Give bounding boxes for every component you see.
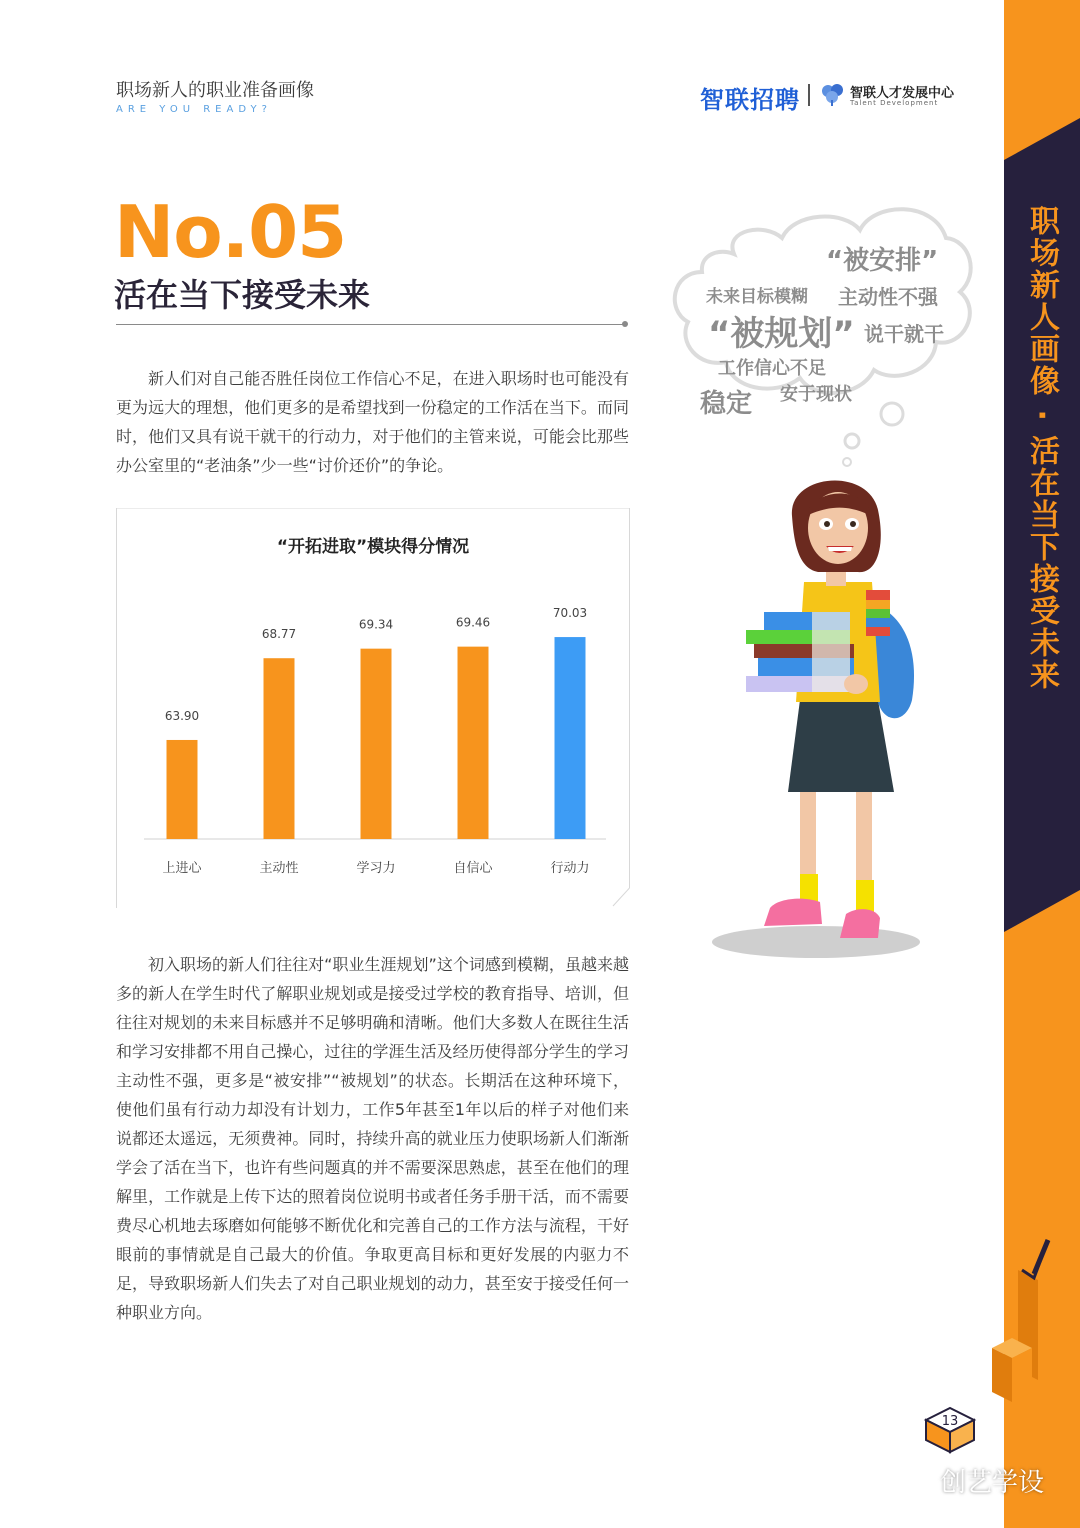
body-paragraph: 初入职场的新人们往往对“职业生涯规划”这个词感到模糊，虽越来越多的新人在学生时代了解职业规划或是接受过学校的教育指导、培训，但往往对规划的未来目标感并不足够明确和清晰。他们大多数人在既往生活和学习安排都不用自己操心，过往的学涯生活及经历使得部分学生的学习主动性不强，更多是“被安排”“被规划”的状态。长期活在这种环境下，使他们虽有行动力却没有计划力，工作5年甚至1年以后的样子对他们来说都还太遥远，无须费神。同时，持续升高的就业压力使职场新人们渐渐学会了活在当下，也许有些问题真的并不需要深思熟虑，甚至在他们的理解里，工作就是上传下达的照着岗位说明书或者任务手册干活，而不需要费尽心机地去琢磨如何能够不断优化和完善自己的工作方法与流程，干好眼前的事情就是自己最大的价值。争取更高目标和更好发展的内驱力不足，导致职场新人们失去了对自己职业规划的动力，甚至安于接受任何一种职业方向。 (116, 955, 629, 1322)
intro-paragraph: 新人们对自己能否胜任岗位工作信心不足，在进入职场时也可能没有更为远大的理想，他们更多的是希望找到一份稳定的工作活在当下。而同时，他们又具有说干就干的行动力，对于他们的主管来说，可能会比那些办公室里的“老油条”少一些“讨价还价”的争论。 (116, 369, 629, 475)
bar-chart (116, 508, 630, 908)
report-subtitle: ARE YOU READY? (116, 104, 272, 115)
zhaopin-logo: 智联招聘 (700, 86, 800, 114)
cloud-word-stable: 稳定 (700, 389, 753, 419)
talent-center-name-en: Talent Development (850, 99, 939, 107)
category-label: 主动性 (259, 861, 299, 876)
bar-value-label: 68.77 (261, 627, 297, 642)
chart-title: “开拓进取”模块得分情况 (276, 537, 470, 557)
isometric-bar-decoration (982, 1230, 1078, 1410)
girl-with-books-illustration (708, 462, 928, 962)
bar-value-label: 70.03 (552, 606, 588, 621)
section-title: 活在当下接受未来 (114, 276, 371, 314)
watermark-text: 创艺学设 (940, 1468, 1045, 1498)
cloud-word-low-initiative: 主动性不强 (838, 285, 938, 309)
cloud-word-bei-guihua: “被规划” (708, 314, 855, 354)
category-label: 上进心 (162, 861, 202, 876)
logo-divider (808, 84, 810, 106)
chart-corner-fold (613, 888, 630, 906)
bar-上进心 (167, 740, 198, 839)
bar-value-label: 69.34 (358, 617, 394, 632)
section-divider-dot (622, 321, 628, 327)
bar-学习力 (361, 649, 392, 839)
side-band-title: 职场新人画像 · 活在当下接受未来 (1024, 205, 1059, 692)
talent-center-logo-icon (820, 82, 846, 106)
section-divider (116, 324, 624, 325)
cloud-word-just-do: 说干就干 (864, 322, 944, 346)
bar-value-label: 69.46 (455, 615, 491, 630)
chart-panel (116, 508, 630, 908)
category-label: 行动力 (550, 861, 590, 876)
wechat-icon (900, 1466, 936, 1496)
page-number-block (920, 1398, 980, 1460)
cloud-word-bei-anpai: “被安排” (826, 246, 939, 276)
report-title: 职场新人的职业准备画像 (116, 80, 314, 101)
cloud-word-goal-blur: 未来目标模糊 (706, 287, 808, 307)
bar-value-label: 63.90 (164, 708, 200, 723)
bar-行动力 (555, 637, 586, 839)
category-label: 自信心 (453, 861, 493, 876)
talent-center-name: 智联人才发展中心 (850, 86, 955, 101)
bar-自信心 (458, 647, 489, 839)
page-number: 13 (941, 1414, 959, 1429)
cloud-word-content: 安于现状 (780, 384, 852, 405)
bar-主动性 (264, 658, 295, 839)
category-label: 学习力 (356, 861, 396, 876)
section-number: No.05 (114, 190, 347, 274)
cloud-word-low-confidence: 工作信心不足 (718, 358, 826, 379)
